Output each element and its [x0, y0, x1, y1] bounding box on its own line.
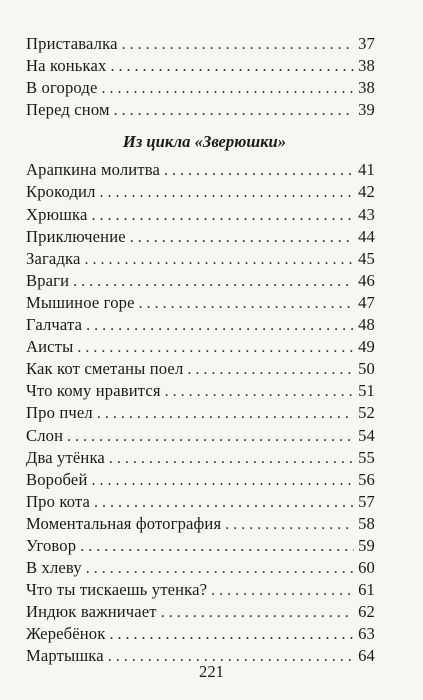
dot-leader: [109, 448, 354, 470]
toc-entry-page: 47: [358, 292, 375, 312]
dot-leader: [110, 56, 354, 78]
toc-entry: [26, 358, 375, 380]
toc-entry-page: 57: [358, 491, 375, 511]
toc-entry-title: Враги: [26, 270, 70, 290]
toc-entry: [26, 557, 375, 579]
toc-entry-title: Моментальная фотография: [26, 513, 222, 533]
toc-list-after: [26, 159, 375, 667]
dot-leader: [97, 403, 354, 425]
toc-entry-title: Про пчел: [26, 403, 93, 423]
toc-entry-page: 58: [358, 513, 375, 533]
dot-leader: [225, 514, 354, 536]
toc-entry-title: Как кот сметаны поел: [26, 359, 184, 379]
toc-entry-page: 60: [358, 558, 375, 578]
toc-entry-page: 59: [358, 535, 375, 555]
toc-entry: [26, 513, 375, 535]
dot-leader: [92, 205, 354, 227]
toc-entry-page: 52: [358, 403, 375, 423]
toc-entry-title: Галчата: [26, 315, 83, 335]
toc-entry-page: 48: [358, 315, 375, 335]
toc-entry-title: Что ты тискаешь утенка?: [26, 580, 208, 600]
toc-entry: [26, 181, 375, 203]
dot-leader: [187, 359, 354, 381]
dot-leader: [161, 602, 354, 624]
toc-entry-page: 49: [358, 337, 375, 357]
toc-entry-title: Перед сном: [26, 100, 110, 120]
toc-entry-title: Крокодил: [26, 182, 96, 202]
dot-leader: [211, 580, 354, 602]
toc-entry-title: Арапкина молитва: [26, 160, 161, 180]
toc-entry-title: Индюк важничает: [26, 602, 157, 622]
dot-leader: [165, 381, 354, 403]
toc-entry: [26, 226, 375, 248]
toc-entry-page: 38: [358, 78, 375, 98]
toc-entry-page: 42: [358, 182, 375, 202]
dot-leader: [73, 271, 354, 293]
dot-leader: [77, 337, 354, 359]
toc-entry-page: 43: [358, 204, 375, 224]
dot-leader: [164, 160, 354, 182]
toc-entry-title: Воробей: [26, 469, 88, 489]
toc-entry: [26, 402, 375, 424]
toc-entry-page: 62: [358, 602, 375, 622]
toc-entry-title: Про кота: [26, 491, 91, 511]
toc-entry-page: 55: [358, 447, 375, 467]
toc-entry: [26, 336, 375, 358]
dot-leader: [109, 624, 354, 646]
table-of-contents: [26, 33, 375, 668]
toc-entry-title: Загадка: [26, 248, 81, 268]
toc-entry-page: 56: [358, 469, 375, 489]
dot-leader: [100, 182, 354, 204]
dot-leader: [114, 100, 354, 122]
dot-leader: [139, 293, 354, 315]
toc-entry-title: Жеребёнок: [26, 624, 106, 644]
toc-entry: [26, 380, 375, 402]
toc-entry: [26, 491, 375, 513]
dot-leader: [86, 315, 354, 337]
toc-entry-page: 39: [358, 100, 375, 120]
dot-leader: [122, 34, 354, 56]
toc-entry: [26, 447, 375, 469]
toc-entry: [26, 292, 375, 314]
dot-leader: [91, 470, 354, 492]
toc-entry-page: 37: [358, 34, 375, 53]
toc-entry: [26, 159, 375, 181]
page-number: 221: [199, 662, 224, 681]
toc-entry-page: 63: [358, 624, 375, 644]
toc-entry: [26, 99, 375, 121]
toc-entry: [26, 248, 375, 270]
dot-leader: [85, 249, 354, 271]
toc-entry-page: 46: [358, 270, 375, 290]
toc-entry: [26, 623, 375, 645]
toc-entry-title: Приставалка: [26, 34, 118, 53]
toc-entry: [26, 314, 375, 336]
toc-entry-title: В огороде: [26, 78, 98, 98]
toc-entry-title: Аисты: [26, 337, 74, 357]
toc-entry-title: На коньках: [26, 56, 107, 76]
toc-entry-title: Что кому нравится: [26, 381, 161, 401]
dot-leader: [80, 536, 354, 558]
dot-leader: [86, 558, 354, 580]
toc-entry: [26, 33, 375, 55]
toc-entry-page: 64: [358, 646, 375, 666]
toc-entry-page: 41: [358, 160, 375, 180]
toc-entry-title: Два утёнка: [26, 447, 105, 467]
toc-entry: [26, 469, 375, 491]
toc-list-before: [26, 33, 375, 121]
toc-entry-page: 51: [358, 381, 375, 401]
toc-entry: [26, 579, 375, 601]
dot-leader: [101, 78, 354, 100]
toc-entry: [26, 204, 375, 226]
toc-entry: [26, 55, 375, 77]
dot-leader: [67, 426, 354, 448]
toc-entry-title: Приключение: [26, 226, 126, 246]
toc-entry-page: 38: [358, 56, 375, 76]
toc-entry-title: Слон: [26, 425, 64, 445]
dot-leader: [94, 492, 354, 514]
toc-entry-page: 54: [358, 425, 375, 445]
toc-entry: [26, 601, 375, 623]
toc-entry-page: 50: [358, 359, 375, 379]
toc-entry-title: Хрюшка: [26, 204, 88, 224]
section-heading: Из цикла «Зверюшки»: [122, 132, 287, 152]
toc-entry: [26, 270, 375, 292]
toc-entry: [26, 77, 375, 99]
toc-entry-title: В хлеву: [26, 558, 82, 578]
toc-entry-page: 61: [358, 580, 375, 600]
toc-entry-title: Уговор: [26, 535, 77, 555]
dot-leader: [130, 227, 354, 249]
toc-entry: [26, 535, 375, 557]
toc-entry-title: Мышиное горе: [26, 292, 135, 312]
toc-entry-page: 44: [358, 226, 375, 246]
toc-entry-title: Мартышка: [26, 646, 104, 666]
toc-entry: [26, 425, 375, 447]
toc-entry-page: 45: [358, 248, 375, 268]
